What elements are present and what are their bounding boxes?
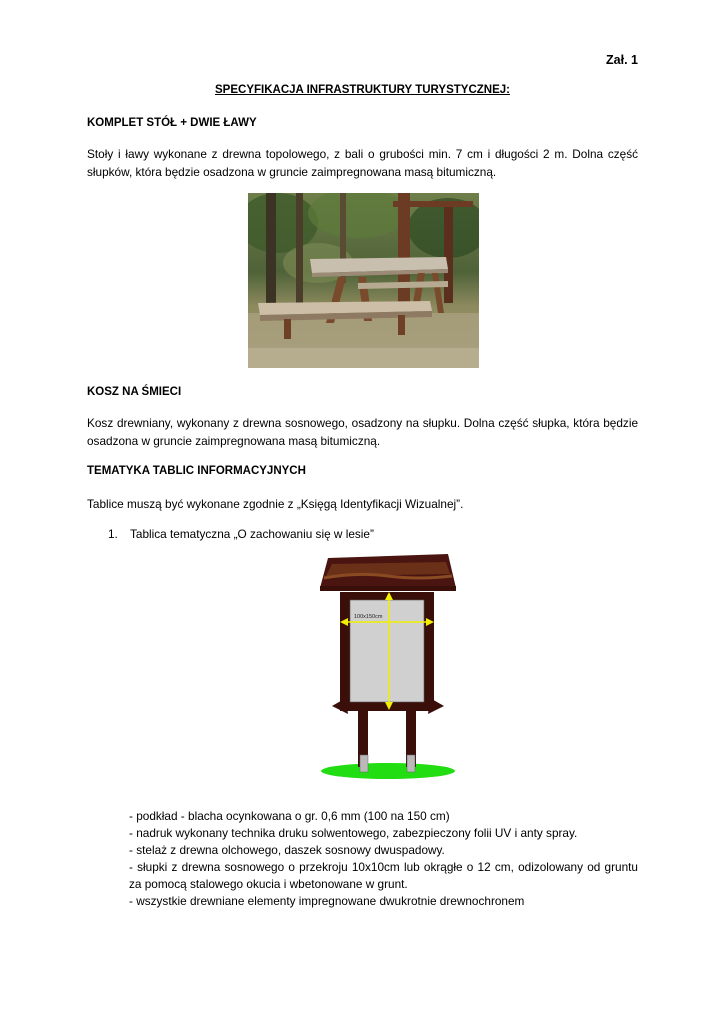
section-heading-table-benches: KOMPLET STÓŁ + DWIE ŁAWY [87, 117, 257, 129]
section-text-table-benches: Stoły i ławy wykonane z drewna topolowego, z bali o grubości min. 7 cm i długości 2 m. Dolna część słupków, która będzie osadzona w gruncie zaimpregnowana masą bitumiczną. [87, 147, 638, 179]
picnic-table-photo [248, 193, 479, 368]
list-item [108, 527, 374, 541]
info-board-illustration [318, 552, 458, 782]
section-heading-info-boards: TEMATYKA TABLIC INFORMACYJNYCH [87, 465, 306, 477]
list-item-number: 1. [108, 527, 118, 541]
board-specs-list [129, 808, 638, 910]
section-heading-trash-bin: KOSZ NA ŚMIECI [87, 386, 182, 398]
document-title: SPECYFIKACJA INFRASTRUKTURY TURYSTYCZNEJ: [215, 84, 510, 96]
spec-item: - podkład - blacha ocynkowana o gr. 0,6 mm (100 na 150 cm) [129, 809, 450, 823]
spec-item: - wszystkie drewniane elementy impregnowane dwukrotnie drewnochronem [129, 894, 525, 908]
spec-item: - słupki z drewna sosnowego o przekroju 10x10cm lub okrągłe o 12 cm, odizolowany od gruntu za pomocą stalowego okucia i wbetonowane w grunt. [129, 860, 638, 891]
spec-item: - stelaż z drewna olchowego, daszek sosnowy dwuspadowy. [129, 843, 445, 857]
list-item-text: Tablica tematyczna „O zachowaniu się w lesie” [130, 527, 374, 541]
attachment-label: Zał. 1 [606, 53, 638, 67]
spec-item: - nadruk wykonany technika druku solwentowego, zabezpieczony folii UV i anty spray. [129, 826, 578, 840]
board-size-label: 100x150cm [354, 614, 383, 620]
section-intro-info-boards: Tablice muszą być wykonane zgodnie z „Księgą Identyfikacji Wizualnej”. [87, 497, 464, 511]
section-text-trash-bin: Kosz drewniany, wykonany z drewna sosnowego, osadzony na słupku. Dolna część słupka, która będzie osadzona w gruncie zaimpregnowana masą bitumiczną. [87, 416, 638, 448]
